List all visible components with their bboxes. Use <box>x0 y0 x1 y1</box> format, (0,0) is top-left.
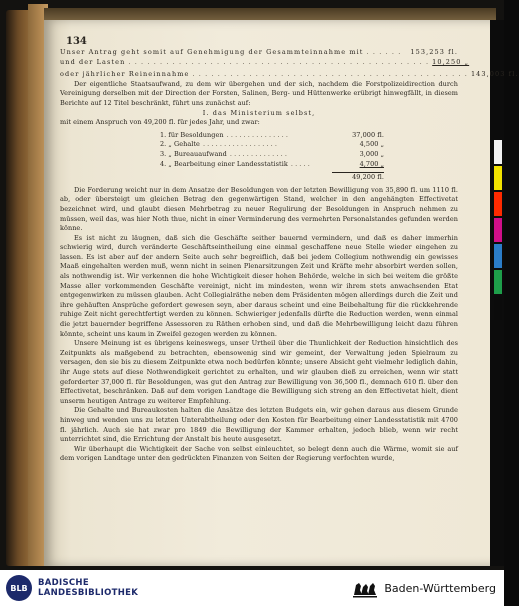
intro-paragraph: Der eigentliche Staatsaufwand, zu dem wir übergehen und der sich, nachdem die Forstpolizeidirection durch Vereinigung derselben mit der Direction der Forsten, Salinen, Berg- und Hüttenwerke erübrigt hinwegfällt, in diesem Berichte auf 12 Titel beschränkt, führt uns zunächst auf: <box>60 79 458 107</box>
bw-branding[interactable] <box>352 577 504 599</box>
lasten-line: und der Lasten . . . . . . . . . . . . . . . . . . . . . . . . . . . . . . . . . . . . . . . . . . . . . . . . 10,250 „ <box>60 57 470 66</box>
blb-name-line1: BADISCHE <box>38 578 89 588</box>
body-paragraph: Wir überhaupt die Wichtigkeit der Sache von selbst einleuchtet, so belegt denn auch die Wärme, womit sie auf dem vorigen Landtage unter den gedrückten Finanzen von Seiten der Regierung verfochten wurde, <box>60 444 458 463</box>
bw-name: Baden-Württemberg <box>384 581 496 595</box>
section-title: I. das Ministerium selbst, <box>202 108 316 117</box>
antrag-line: Unser Antrag geht somit auf Genehmigung der Gesammteinnahme mit . . . . . . 153,253 fl. <box>60 48 458 56</box>
body-paragraph: Unsere Meinung ist es übrigens keineswegs, unser Urtheil über die Thunlichkeit der Reduction hinsichtlich des Zeitpunkts als maßgebend zu betrachten, ebensowenig sind wir gemeint, der Verwaltung jeden Spielraum zu versagen, den sie bis zu diesem Zeitpunkte etwa noch bedürfen könnte; unsere Absicht geht vielmehr lediglich dahin, ihr Auge stets auf diese Nothwendigkeit gerichtet zu erhalten, und wir glauben dieß zu erreichen, wenn wir statt geforderter 37,000 fl. für Besoldungen, was gut den Antrag zur Bewilligung von 36,500 fl., demnach 610 fl. über den Effectivetat, beschränken. Daß auf dem vorigen Landtage die Bewilligung sich streng an den Effectivetat hielt, dient unserm heutigen Antrage zu weiterer Empfehlung. <box>60 339 458 405</box>
color-patch <box>494 192 502 216</box>
body-paragraph: Die Forderung weicht nur in dem Ansatze der Besoldungen von der letzten Bewilligung von 35,890 fl. um 1110 fl. ab, oder übersteigt um gleichen Betrag den gegenwärtigen Stand, welcher in den angehängten Effectivetat bezeichnet wird, und glaubt diesen Mehrbetrag zu neuer Regulirung der Besoldungen in Anspruch nehmen zu müssen, weil das, was hier Noth thue, nicht in einer Verminderung des vermehrten Personalstandes gefunden werden könne. <box>60 185 458 233</box>
position-row: 3. „ Bureauaufwand . . . . . . . . . . . . . . 3,000 „ <box>160 149 384 158</box>
color-patch <box>494 140 502 164</box>
total-amount: 49,200 fl. <box>332 172 384 183</box>
color-patch <box>494 270 502 294</box>
body-paragraph: Die Gehalte und Bureaukosten halten die Ansätze des letzten Budgets ein, wir gehen daraus aus diesem Grunde hinweg und wenden uns zu letzten Unterabtheilung oder den Kosten für Bearbeitung einer Landesstatistik mit 4700 fl. jährlich. Auch sie hat zwar pro 1849 die Bewilligung der Kammer erhalten, jedoch blieb, wenn wir recht unterrichtet sind, die Errichtung der Anstalt bis heute ausgesetzt. <box>60 406 458 444</box>
position-row: 1. für Besoldungen . . . . . . . . . . . . . . . 37,000 fl. <box>160 130 384 139</box>
rein-line: oder jährlicher Reineinnahme . . . . . . . . . . . . . . . . . . . . . . . . . . . . . . . . . . . . . . . . . . . . 143,003 fl. <box>60 70 519 79</box>
color-patch <box>494 166 502 190</box>
antrag-amount: 153,253 fl. <box>410 48 458 56</box>
rein-label: oder jährlicher Reineinnahme <box>60 70 190 79</box>
blb-name <box>38 578 138 598</box>
footer-bar <box>0 570 504 606</box>
color-patch <box>494 244 502 268</box>
claim-line: mit einem Anspruch von 49,200 fl. für jedes Jahr, und zwar: <box>60 118 260 127</box>
rein-amount: 143,003 fl. <box>470 70 519 79</box>
positions-list <box>160 131 384 169</box>
blb-branding[interactable] <box>0 575 138 601</box>
antrag-label: Unser Antrag geht somit auf Genehmigung der Gesammteinnahme mit <box>60 48 364 56</box>
color-patch <box>494 218 502 242</box>
color-calibration-strip <box>490 20 504 566</box>
blb-logo-icon: BLB <box>6 575 32 601</box>
lasten-label: und der Lasten <box>60 57 126 66</box>
coat-of-arms-lions-icon <box>352 577 378 599</box>
body-paragraph: Es ist nicht zu läugnen, daß sich die Geschäfte seither bauernd vermindern, und daß es daher immerhin schwierig wird, durch veränderte Geschäftseintheilung eine einmal geschaffene neue Stelle wieder eingehen zu lassen. Es ist aber auf der andern Seite auch sehr begreiflich, daß bei jedem Collegium nothwendig ein gewisses Maaß eingehalten werden muß, wenn nicht in seinen Plenarsitzungen Zeit und Kräfte mehr absorbirt werden sollen, als nothwendig ist. Wir verkennen die hohe Wichtigkeit dieser hohen Behörde, welche in sich bei weitem die größte Masse aller vorkommenden Geschäfte vereinigt, nicht im mindesten, wenn wir ihrem stets anwachsenden Etat entgegenwirken zu müssen glauben. Acht Collegialräthe neben dem Präsidenten mögen allerdings durch die Zeit und ihre gehäuften Ansprüche gefordert gewesen seyn, aber daraus scheint und eine Beibehaltung für die rückkehrende ruhige Zeit nicht gerechtfertigt werden zu können. Schwieriger jedenfalls dürfte die Reduction werden, wenn einmal die jetzt bauernder begriffene Assessoren zu Räthen erhoben sind, und daß die Mehrbewilligung leicht dazu führen könnte, scheint uns kaum in Zweifel gezogen werden zu können. <box>60 233 458 338</box>
color-patch <box>494 296 502 320</box>
page-text <box>60 48 519 464</box>
position-row: 4. „ Bearbeitung einer Landesstatistik . . . . . 4,700 „ <box>160 159 384 168</box>
position-row: 2. „ Gehalte . . . . . . . . . . . . . . . . . . 4,500 „ <box>160 140 384 149</box>
page-number: 134 <box>66 36 87 47</box>
lasten-amount: 10,250 „ <box>432 57 470 66</box>
blb-name-line2: LANDESBIBLIOTHEK <box>38 588 139 598</box>
